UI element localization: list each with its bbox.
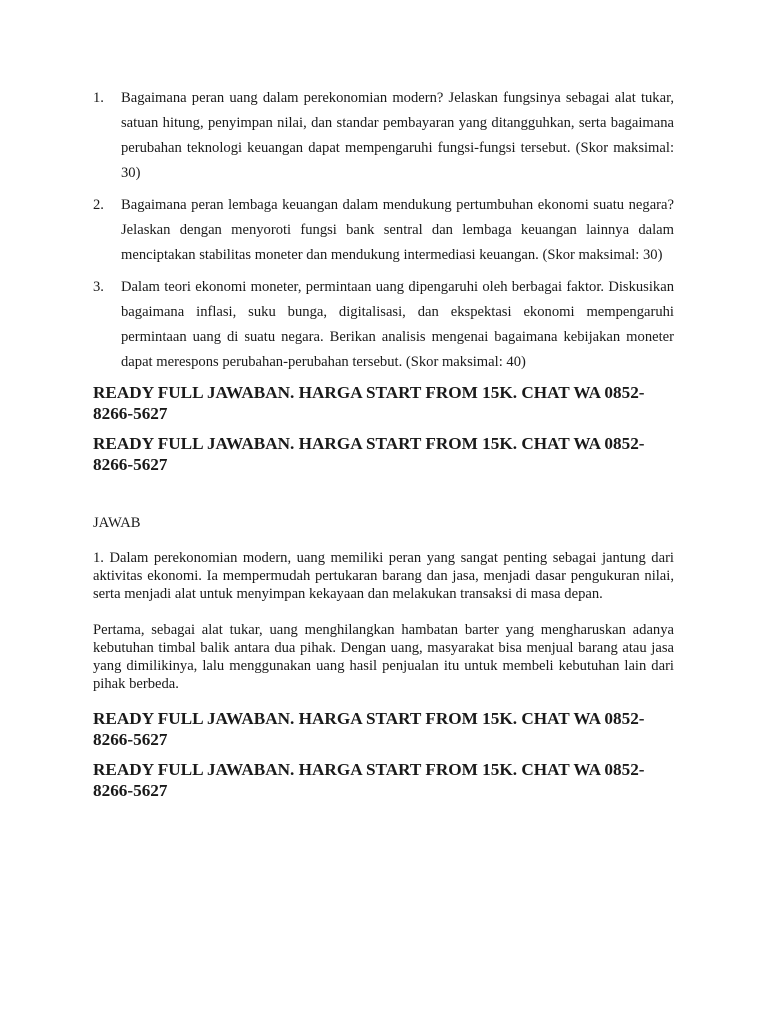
question-number: 2.: [93, 197, 104, 213]
promo-banner-4: READY FULL JAWABAN. HARGA START FROM 15K. CHAT WA 0852-8266-5627: [93, 760, 645, 800]
promo-banner-3: READY FULL JAWABAN. HARGA START FROM 15K. CHAT WA 0852-8266-5627: [93, 709, 645, 749]
question-text: Bagaimana peran lembaga keuangan dalam mendukung pertumbuhan ekonomi suatu negara? Jelaskan dengan menyoroti fungsi bank sentral dan lembaga keuangan lainnya dalam menciptakan stabilitas moneter dan mendukung intermediasi keuangan. (Skor maksimal: 30): [121, 197, 674, 263]
answer-paragraph-2: Pertama, sebagai alat tukar, uang menghilangkan hambatan barter yang mengharuskan adanya kebutuhan timbal balik antara dua pihak. Dengan uang, masyarakat bisa menjual barang atau jasa yang dimilikinya, lalu menggunakan uang hasil penjualan itu untuk membeli kebutuhan lain dari pihak berbeda.: [93, 622, 674, 692]
question-item-3: [93, 275, 674, 375]
answer-heading: JAWAB: [93, 515, 141, 531]
question-item-1: [93, 86, 674, 186]
question-item-2: [93, 193, 674, 268]
promo-banner-1: READY FULL JAWABAN. HARGA START FROM 15K. CHAT WA 0852-8266-5627: [93, 383, 645, 423]
question-text: Bagaimana peran uang dalam perekonomian modern? Jelaskan fungsinya sebagai alat tukar, satuan hitung, penyimpan nilai, dan standar pembayaran yang ditangguhkan, serta bagaimana perubahan teknologi keuangan dapat mempengaruhi fungsi-fungsi tersebut. (Skor maksimal: 30): [121, 90, 674, 181]
question-number: 1.: [93, 90, 104, 106]
answer-paragraph-1: 1. Dalam perekonomian modern, uang memiliki peran yang sangat penting sebagai jantung dari aktivitas ekonomi. Ia mempermudah pertukaran barang dan jasa, menjadi dasar pengukuran nilai, serta menjadi alat untuk menyimpan kekayaan dan melakukan transaksi di masa depan.: [93, 550, 674, 602]
question-list: [93, 86, 674, 375]
question-number: 3.: [93, 279, 104, 295]
question-text: Dalam teori ekonomi moneter, permintaan uang dipengaruhi oleh berbagai faktor. Diskusikan bagaimana inflasi, suku bunga, digitalisasi, dan ekspektasi ekonomi mempengaruhi permintaan uang di suatu negara. Berikan analisis mengenai bagaimana kebijakan moneter dapat merespons perubahan-perubahan tersebut. (Skor maksimal: 40): [121, 279, 674, 370]
promo-banner-2: READY FULL JAWABAN. HARGA START FROM 15K. CHAT WA 0852-8266-5627: [93, 434, 645, 474]
